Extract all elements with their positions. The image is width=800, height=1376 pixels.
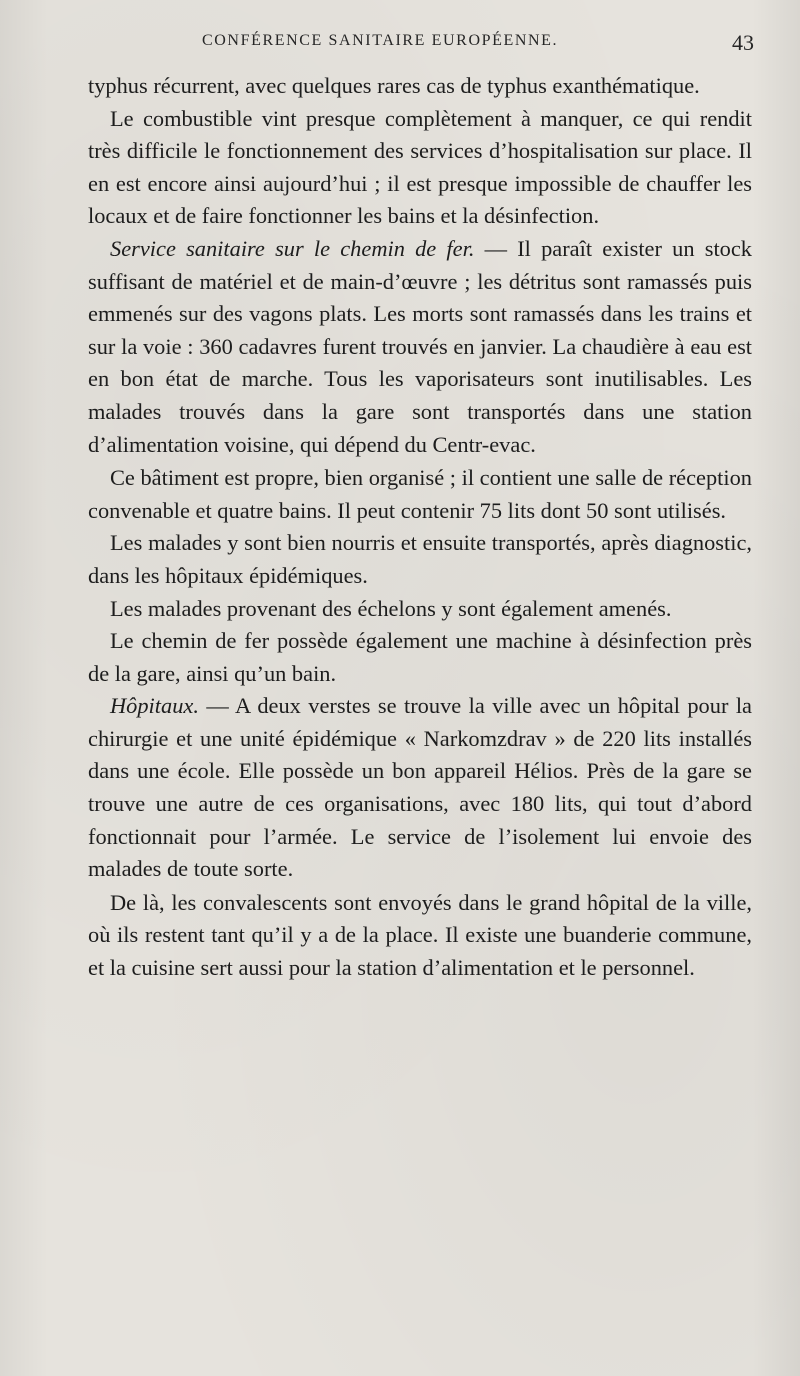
paragraph-2 — [88, 103, 752, 233]
paragraph-4-text: Ce bâtiment est propre, bien organisé ; il contient une salle de réception convenable et quatre bains. Il peut contenir 75 lits dont 50 sont utilisés. — [88, 465, 752, 523]
paragraph-6-text: Les malades provenant des échelons y sont également amenés. — [110, 595, 672, 621]
paragraph-3-text: — Il paraît exister un stock suffisant de matériel et de main-d’œuvre ; les détritus sont ramassés puis emmenés sur des vagons plats. Les morts sont ramassés dans les trains et sur la voie : 360 cadavres furent trouvés en janvier. La chaudière à eau est en bon état de marche. Tous les vaporisateurs sont inutilisables. Les malades trouvés dans la gare sont transportés dans une station d’alimentation voisine, qui dépend du Centr-evac. — [88, 235, 752, 457]
running-header — [90, 32, 754, 60]
paragraph-2-text: Le combustible vint presque complètement à manquer, ce qui rendit très difficile le fonctionnement des services d’hospitalisation sur place. Il en est encore ainsi aujourd’hui ; il est presque impossible de chauffer les locaux et de faire fonctionner les bains et la désinfection. — [88, 105, 752, 229]
paragraph-6 — [88, 593, 752, 626]
paragraph-1 — [88, 70, 752, 103]
paragraph-3 — [88, 233, 752, 461]
paragraph-1-text: typhus récurrent, avec quelques rares cas de typhus exanthématique. — [88, 73, 700, 98]
paragraph-9-text: De là, les convalescents sont envoyés dans le grand hôpital de la ville, où ils restent tant qu’il y a de la place. Il existe une buanderie commune, et la cuisine sert aussi pour la station d’alimentation et le personnel. — [88, 889, 752, 981]
paragraph-8 — [88, 690, 752, 886]
paragraph-7 — [88, 625, 752, 690]
paragraph-9 — [88, 887, 752, 985]
body-text — [88, 70, 752, 985]
paragraph-7-text: Le chemin de fer possède également une machine à désinfection près de la gare, ainsi qu’un bain. — [88, 628, 752, 686]
section-heading-railway: Service sanitaire sur le chemin de fer. — [110, 235, 475, 261]
paragraph-5 — [88, 527, 752, 592]
section-heading-hospitals: Hôpitaux. — [110, 693, 199, 719]
running-title: CONFÉRENCE SANITAIRE EUROPÉENNE. — [202, 32, 559, 49]
paragraph-8-text: — A deux verstes se trouve la ville avec un hôpital pour la chirurgie et une unité épidémique « Narkomzdrav » de 220 lits installés dans une école. Elle possède un bon appareil Hélios. Près de la gare se trouve une autre de ces organisations, avec 180 lits, qui tout d’abord fonctionnait pour l’armée. Le service de l’isolement lui envoie des malades de toute sorte. — [88, 693, 752, 882]
paragraph-4 — [88, 462, 752, 527]
page-number: 43 — [732, 30, 754, 55]
paragraph-5-text: Les malades y sont bien nourris et ensuite transportés, après diagnostic, dans les hôpitaux épidémiques. — [88, 530, 752, 588]
